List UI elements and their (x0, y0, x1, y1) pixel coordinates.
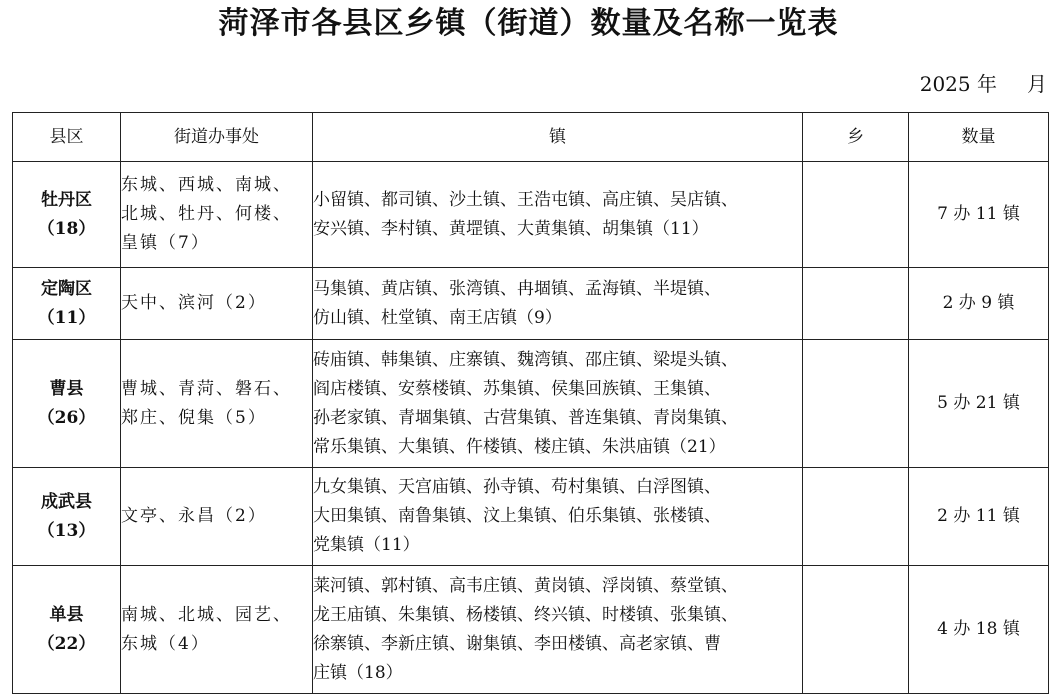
township-table (12, 112, 1049, 694)
towns-line: 小留镇、都司镇、沙土镇、王浩屯镇、高庄镇、吴店镇、 (313, 189, 738, 210)
towns-cell (313, 268, 803, 340)
county-cell (13, 162, 121, 268)
streets-cell (121, 468, 313, 566)
streets-cell (121, 162, 313, 268)
table-row (13, 468, 1049, 566)
towns-line: 庄镇（18） (313, 662, 403, 683)
county-cell (13, 268, 121, 340)
header-township: 乡 (803, 113, 909, 162)
table-row (13, 566, 1049, 694)
streets-line: 天中、滨河（2） (121, 293, 267, 313)
count-cell: 4 办 18 镇 (909, 566, 1049, 694)
towns-line: 大田集镇、南鲁集镇、汶上集镇、伯乐集镇、张楼镇、 (313, 506, 721, 526)
streets-cell (121, 268, 313, 340)
page-title: 菏泽市各县区乡镇（街道）数量及名称一览表 (218, 6, 839, 41)
towns-line: 九女集镇、天宫庙镇、孙寺镇、苟村集镇、白浮图镇、 (313, 477, 721, 497)
county-name: 成武县 (41, 491, 92, 512)
township-cell (803, 468, 909, 566)
towns-line: 阎店楼镇、安蔡楼镇、苏集镇、侯集回族镇、王集镇、 (313, 378, 721, 399)
county-total: （11） (37, 307, 96, 328)
county-total: （22） (37, 633, 96, 654)
county-cell (13, 340, 121, 468)
towns-cell (313, 468, 803, 566)
header-streets: 街道办事处 (121, 113, 313, 162)
date-year: 2025 年 (919, 72, 997, 96)
county-name: 曹县 (49, 378, 84, 399)
county-name: 牡丹区 (41, 189, 92, 210)
township-cell (803, 162, 909, 268)
streets-line: 南城、北城、园艺、 (121, 604, 292, 625)
county-cell (13, 566, 121, 694)
table-row (13, 340, 1049, 468)
county-total: （18） (37, 218, 96, 239)
towns-line: 砖庙镇、韩集镇、庄寨镇、魏湾镇、邵庄镇、梁堤头镇、 (313, 349, 738, 370)
count-cell: 2 办 9 镇 (909, 268, 1049, 340)
township-cell (803, 566, 909, 694)
towns-line: 党集镇（11） (313, 535, 420, 555)
county-name: 定陶区 (41, 278, 92, 299)
towns-line: 莱河镇、郭村镇、高韦庄镇、黄岗镇、浮岗镇、蔡堂镇、 (313, 575, 738, 596)
towns-line: 常乐集镇、大集镇、仵楼镇、楼庄镇、朱洪庙镇（21） (313, 436, 726, 457)
towns-cell (313, 162, 803, 268)
streets-line: 文亭、永昌（2） (121, 506, 267, 526)
header-county: 县区 (13, 113, 121, 162)
count-cell: 7 办 11 镇 (909, 162, 1049, 268)
towns-line: 安兴镇、李村镇、黄堽镇、大黄集镇、胡集镇（11） (313, 218, 709, 239)
towns-line: 龙王庙镇、朱集镇、杨楼镇、终兴镇、时楼镇、张集镇、 (313, 604, 738, 625)
header-count: 数量 (909, 113, 1049, 162)
streets-line: 北城、牡丹、何楼、 (121, 204, 292, 224)
county-cell (13, 468, 121, 566)
date-line (920, 70, 1047, 98)
streets-line: 皇镇（7） (121, 233, 210, 253)
date-month: 月 (1027, 72, 1047, 96)
streets-line: 郑庄、倪集（5） (121, 407, 267, 428)
towns-cell (313, 340, 803, 468)
county-total: （26） (37, 407, 96, 428)
county-total: （13） (37, 520, 96, 541)
table-row (13, 162, 1049, 268)
streets-cell (121, 340, 313, 468)
count-cell: 2 办 11 镇 (909, 468, 1049, 566)
township-cell (803, 268, 909, 340)
towns-line: 孙老家镇、青堌集镇、古营集镇、普连集镇、青岗集镇、 (313, 407, 738, 428)
table-header-row (13, 113, 1049, 162)
streets-line: 东城、西城、南城、 (121, 175, 292, 195)
towns-line: 徐寨镇、李新庄镇、谢集镇、李田楼镇、高老家镇、曹 (313, 633, 721, 654)
towns-line: 仿山镇、杜堂镇、南王店镇（9） (313, 307, 562, 328)
header-towns: 镇 (313, 113, 803, 162)
streets-line: 东城（4） (121, 633, 210, 654)
table-row (13, 268, 1049, 340)
towns-cell (313, 566, 803, 694)
towns-line: 马集镇、黄店镇、张湾镇、冉堌镇、孟海镇、半堤镇、 (313, 278, 721, 299)
streets-cell (121, 566, 313, 694)
township-cell (803, 340, 909, 468)
streets-line: 曹城、青菏、磐石、 (121, 378, 292, 399)
county-name: 单县 (49, 604, 84, 625)
count-cell: 5 办 21 镇 (909, 340, 1049, 468)
